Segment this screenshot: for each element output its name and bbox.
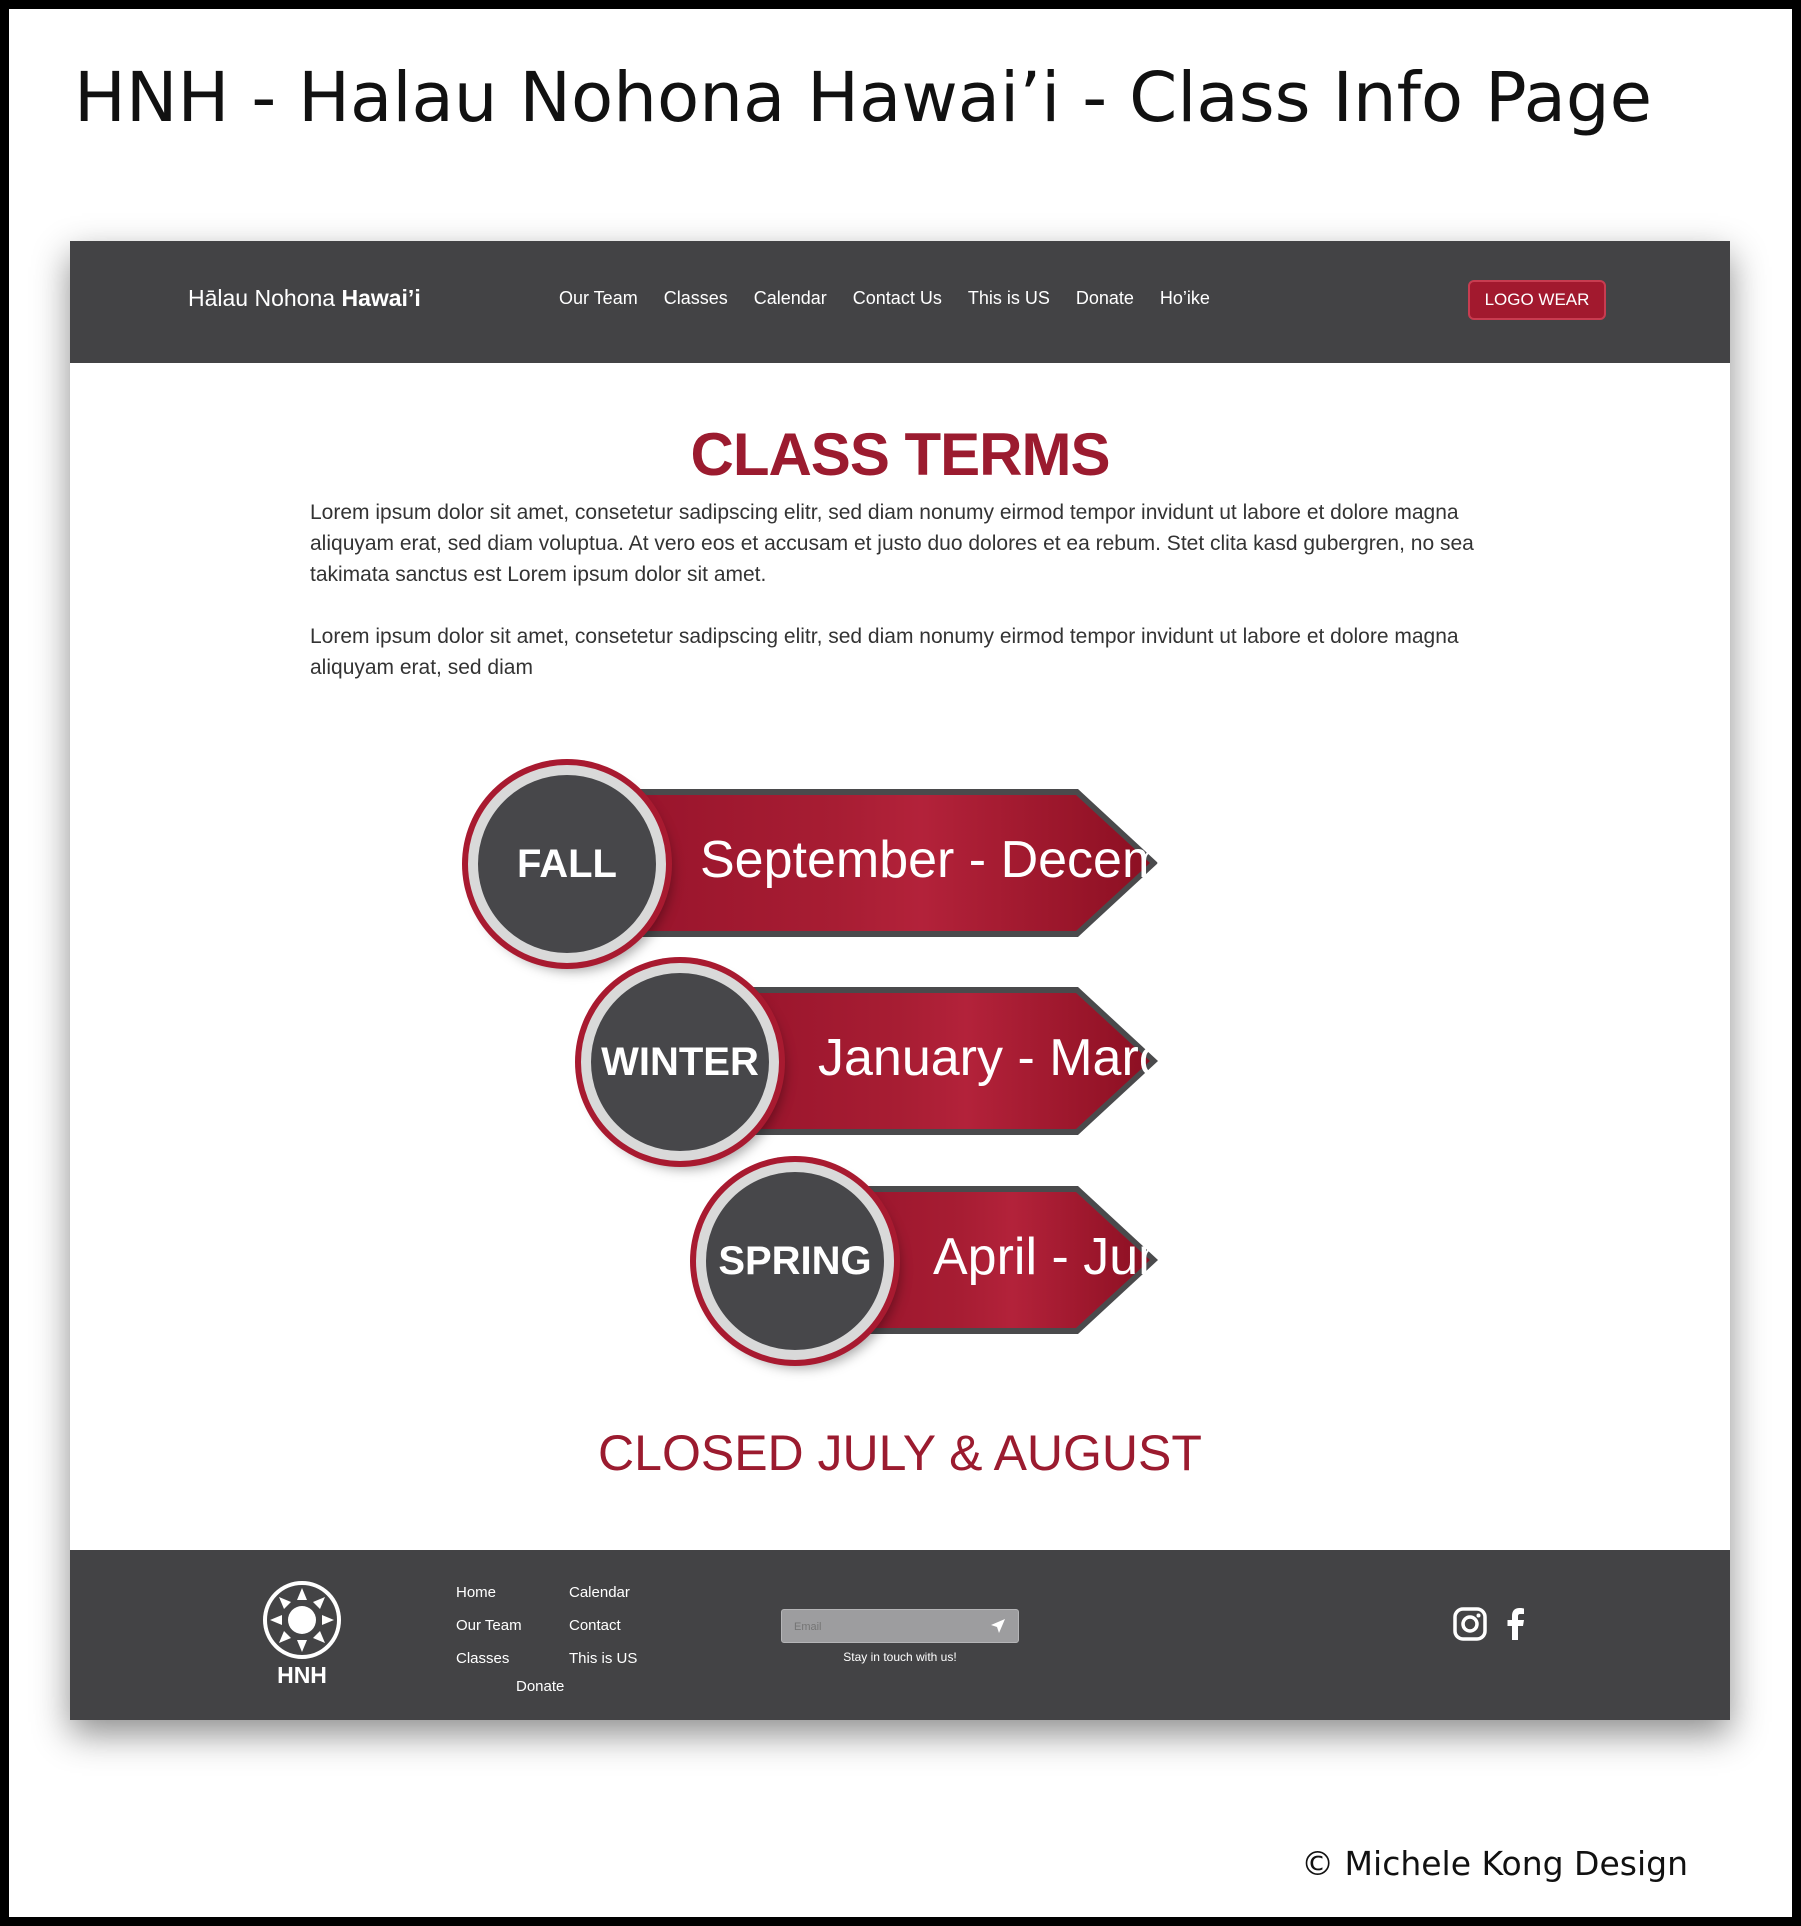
term-fall (468, 765, 1241, 965)
nav-link-this-is-us[interactable]: This is US (967, 288, 1050, 308)
term-range: January - March (818, 1029, 1194, 1087)
footer-logo-text: HNH (277, 1662, 327, 1688)
newsletter-email-box (781, 1609, 1019, 1643)
footer-link-donate[interactable]: Donate (516, 1678, 565, 1695)
term-range: April - June (933, 1228, 1196, 1286)
send-arrow-icon[interactable] (990, 1618, 1006, 1634)
sun-logo-icon[interactable] (262, 1580, 342, 1660)
footer (70, 1550, 1730, 1720)
intro-paragraph-1: Lorem ipsum dolor sit amet, consetetur sadipscing elitr, sed diam nonumy eirmod tempor invidunt ut labore et dolore magna aliquyam erat, sed diam voluptua. At vero eos et accusam et justo duo dolores et ea rebum. Stet clita kasd gubergren, no sea takimata sanctus est Lorem ipsum dolor sit amet. (310, 501, 1474, 586)
top-nav (70, 241, 1730, 363)
design-credit: © Michele Kong Design (1301, 1844, 1688, 1883)
nav-link-calendar[interactable]: Calendar (753, 288, 827, 308)
brand-bold: Hawai’i (341, 285, 421, 311)
term-range: September - December (700, 831, 1241, 889)
footer-link-classes[interactable]: Classes (456, 1650, 510, 1667)
nav-link-classes[interactable]: Classes (663, 288, 728, 308)
brand-logo-text[interactable] (188, 285, 421, 312)
nav-link-hoike[interactable]: Ho’ike (1159, 288, 1210, 308)
page-mockup (70, 241, 1730, 1720)
term-spring (696, 1162, 1196, 1362)
email-field[interactable] (792, 1617, 986, 1637)
term-season: SPRING (718, 1239, 872, 1283)
intro-paragraph-2: Lorem ipsum dolor sit amet, consetetur sadipscing elitr, sed diam nonumy eirmod tempor invidunt ut labore et dolore magna aliquyam erat, sed diam (310, 625, 1459, 679)
brand-light: Hālau Nohona (188, 285, 342, 311)
page-title: CLASS TERMS (690, 421, 1110, 488)
closed-notice: CLOSED JULY & AUGUST (598, 1425, 1202, 1481)
nav-link-our-team[interactable]: Our Team (559, 288, 638, 308)
footer-link-contact[interactable]: Contact (569, 1617, 621, 1634)
nav-link-contact-us[interactable]: Contact Us (852, 288, 942, 308)
term-season: FALL (517, 842, 617, 886)
footer-link-our-team[interactable]: Our Team (456, 1617, 522, 1634)
stay-in-touch-text: Stay in touch with us! (843, 1650, 957, 1664)
instagram-icon[interactable] (1452, 1606, 1488, 1642)
nav-link-donate[interactable]: Donate (1075, 288, 1134, 308)
term-winter (581, 963, 1194, 1163)
nav-menu (559, 288, 1210, 309)
footer-link-this-is-us[interactable]: This is US (569, 1650, 638, 1667)
logo-wear-button[interactable]: LOGO WEAR (1468, 280, 1606, 320)
footer-link-calendar[interactable]: Calendar (569, 1584, 630, 1601)
facebook-icon[interactable] (1498, 1606, 1534, 1642)
footer-link-home[interactable]: Home (456, 1584, 497, 1601)
term-season: WINTER (601, 1040, 759, 1084)
board-title: HNH - Halau Nohona Hawai’i - Class Info Page (74, 58, 1653, 138)
